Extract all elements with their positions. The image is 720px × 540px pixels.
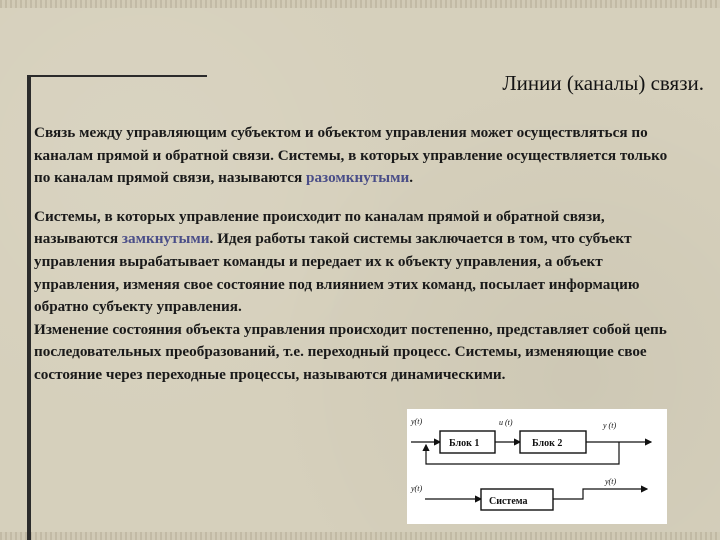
diagram-output-top-label: y (t): [603, 421, 617, 430]
paragraph-closed-loop-text: Системы, в которых управление происходит по каналам прямой и обратной связи, называются: [34, 207, 605, 248]
block-diagram-svg: [407, 409, 667, 524]
system-label: Система: [489, 496, 528, 507]
paragraph-dynamic-systems: Изменение состояния объекта управления происходит постепенно, представляет собой цепь последовательных преобразований, т.е. переходный процесс. Системы, изменяющие свое состояние через переходные процессы, называются динамическими.: [34, 320, 667, 383]
block1-label: Блок 1: [449, 438, 480, 449]
term-open-loop: разомкнутыми: [306, 169, 410, 187]
paragraph-open-loop-end: .: [409, 169, 414, 187]
term-closed-loop: замкнутыми: [121, 230, 210, 248]
paragraph-open-loop-text: Связь между управляющим субъектом и объектом управления может осуществляться по каналам прямой и обратной связи. Системы, в которых управление осуществляется только по каналам прямой связи, называются: [34, 124, 668, 187]
paragraph-open-loop: [34, 122, 684, 190]
diagram-input-bottom-label: y(t): [411, 484, 423, 493]
u-signal-label: u (t): [499, 418, 513, 427]
decorative-top-border: [0, 0, 720, 8]
left-vertical-rule: [27, 75, 31, 540]
paragraph-gap: [34, 190, 684, 206]
diagram-input-top-label: y(t): [411, 417, 423, 426]
block-diagram: [407, 409, 667, 524]
slide-body: [34, 122, 684, 387]
output-bottom-arrow: [553, 489, 647, 499]
diagram-output-bottom-label: y(t): [605, 477, 617, 486]
slide-title: Линии (каналы) связи.: [502, 71, 704, 95]
top-horizontal-rule: [27, 75, 207, 77]
paragraph-closed-loop: [34, 206, 684, 319]
block2-label: Блок 2: [532, 438, 563, 449]
paragraph-closed-loop-end: . Идея работы такой системы заключается в том, что субъект управления вырабатывает команды и передает их к объекту управления, а объект управления, изменяя свое состояние под влиянием этих команд, посылает информацию обратно субъекту управления.: [34, 230, 640, 316]
decorative-bottom-border: [0, 532, 720, 540]
